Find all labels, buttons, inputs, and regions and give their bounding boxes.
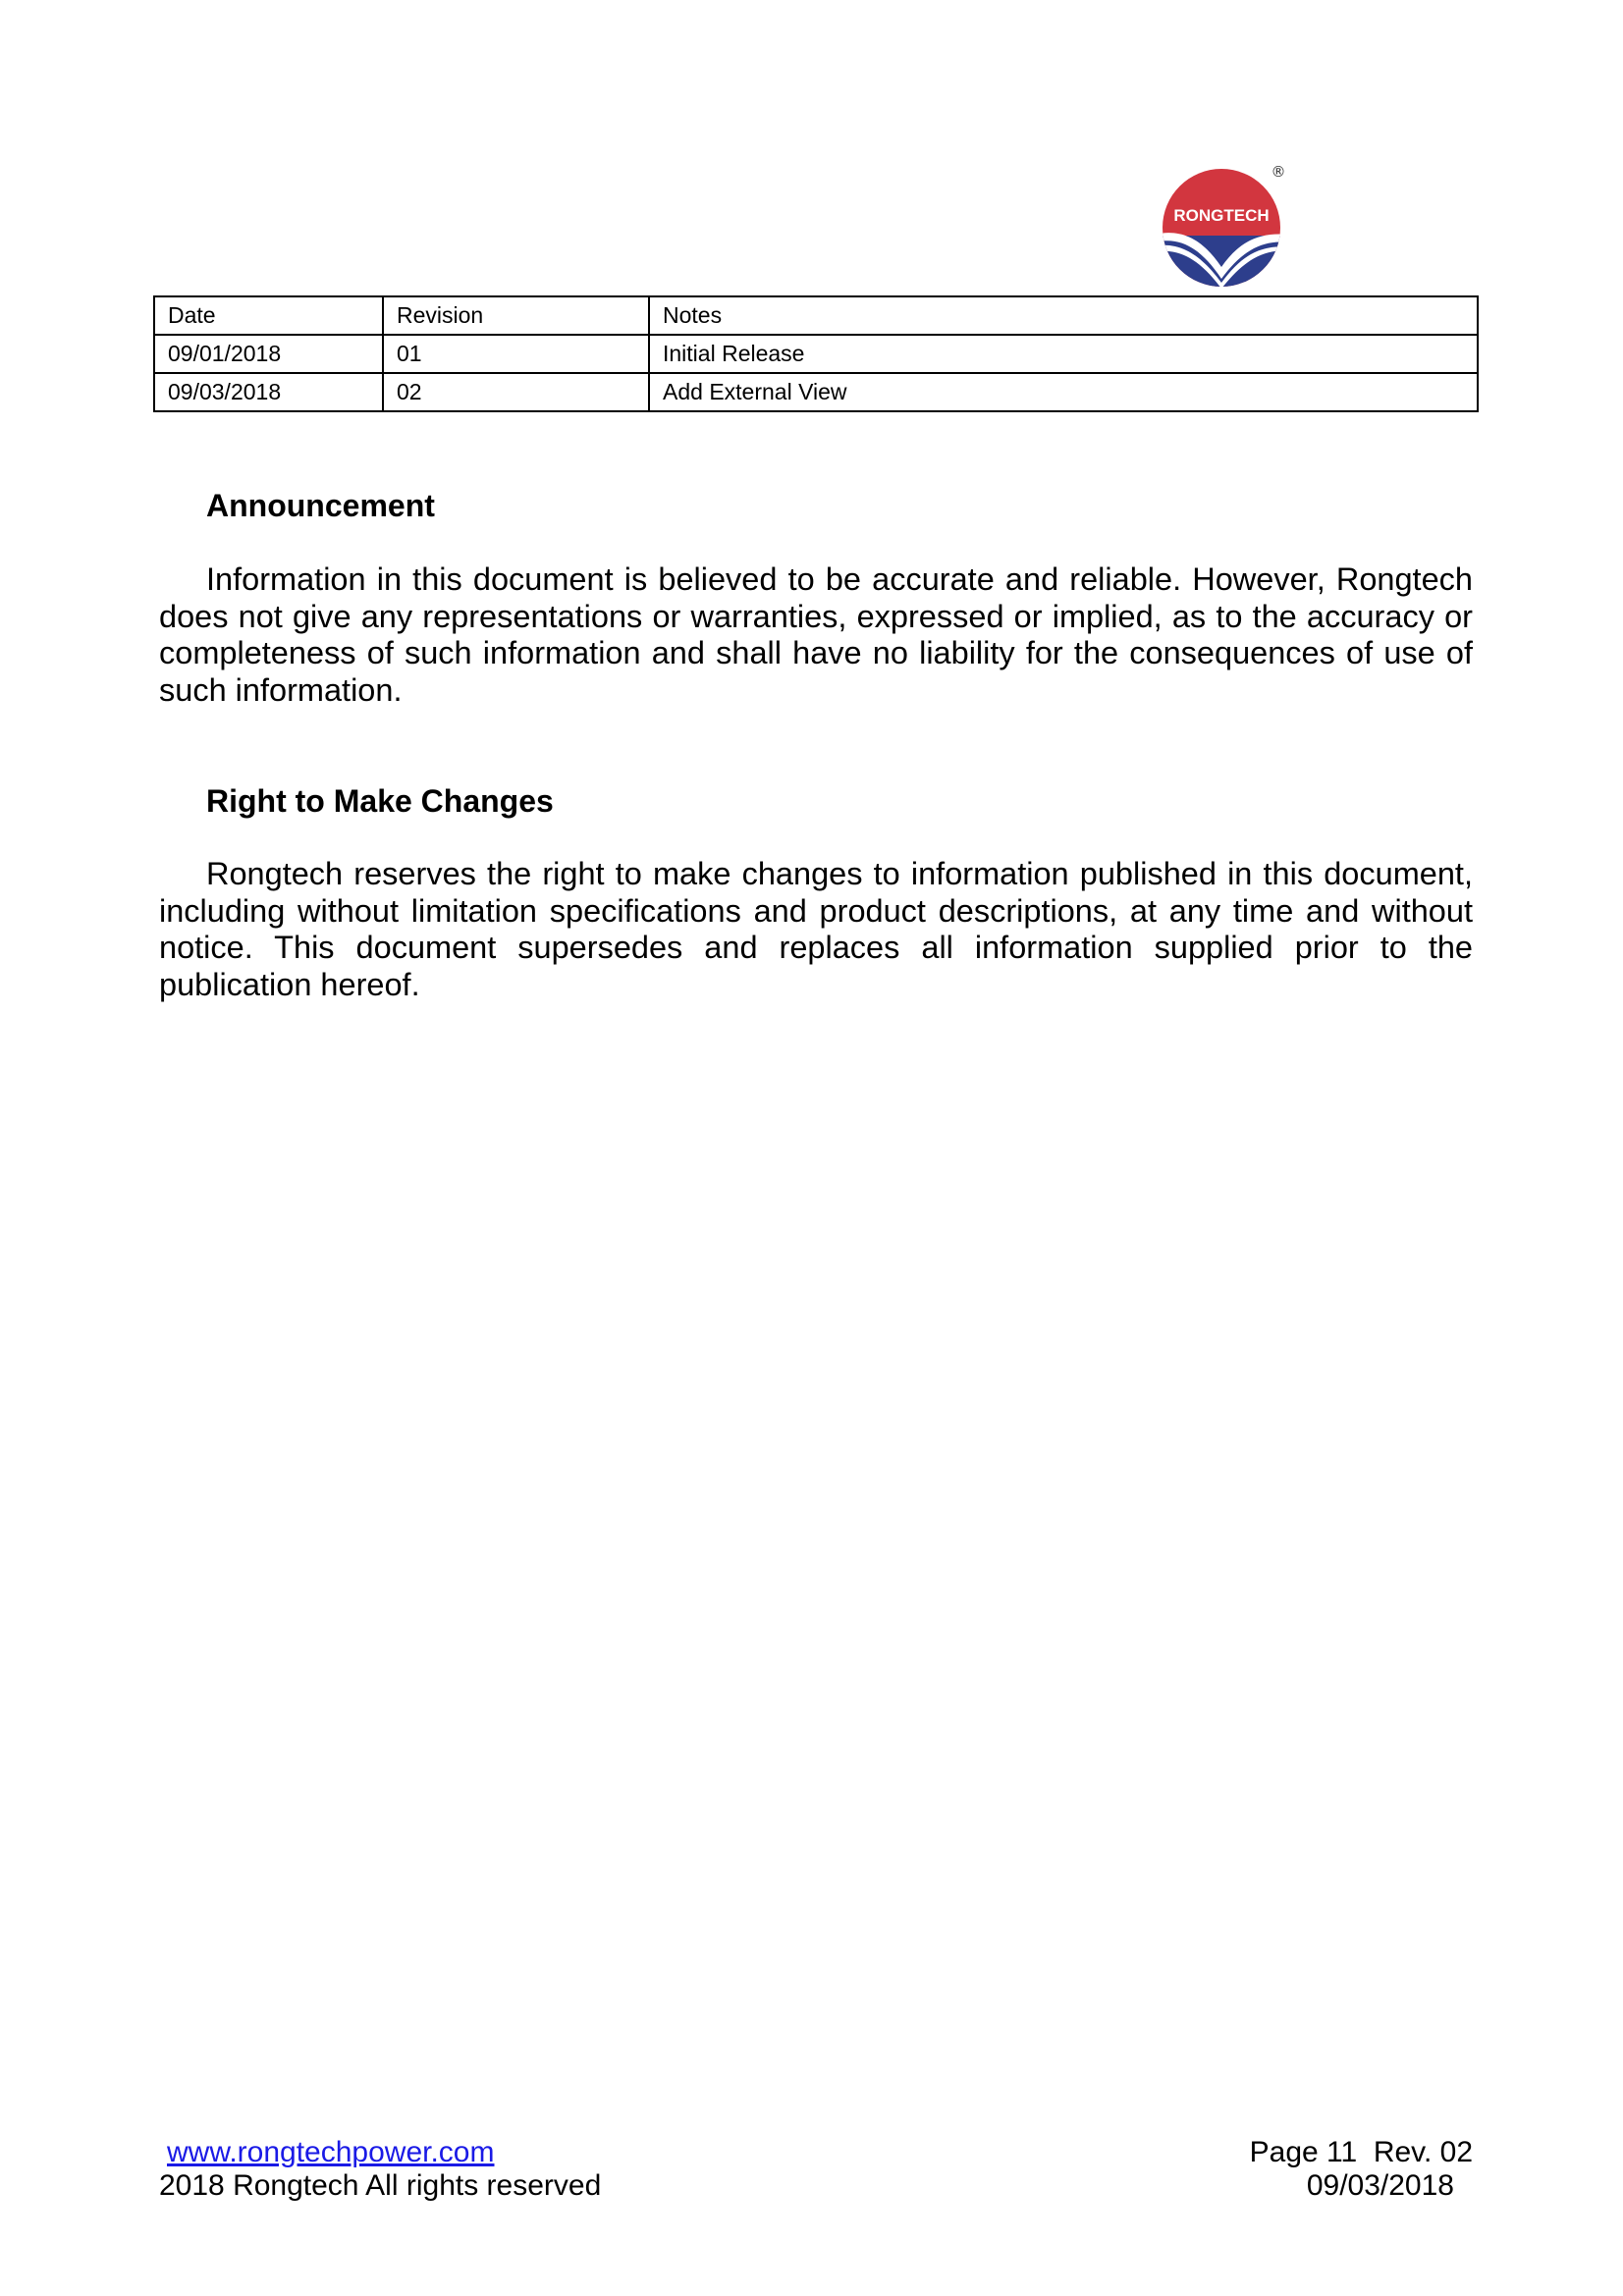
cell-revision: 01: [383, 335, 649, 373]
announcement-body: Information in this document is believed to be accurate and reliable. However, Rongtech does not give any representations or warranties, expressed or implied, as to the accuracy or completeness of such information and shall have no liability for the consequences of use of such information.: [159, 561, 1473, 708]
announcement-heading: Announcement: [206, 488, 435, 523]
revision-history-table: [153, 295, 1479, 412]
footer-date: 09/03/2018: [1306, 2169, 1454, 2202]
header-revision: Revision: [383, 296, 649, 335]
table-row: [154, 373, 1478, 411]
changes-heading: Right to Make Changes: [206, 783, 554, 819]
logo-text: RONGTECH: [1173, 206, 1270, 225]
cell-notes: Add External View: [649, 373, 1478, 411]
cell-revision: 02: [383, 373, 649, 411]
copyright-text: 2018 Rongtech All rights reserved: [159, 2169, 602, 2202]
page-revision-label: Page 11 Rev. 02: [1249, 2136, 1473, 2168]
rongtech-logo: [1159, 157, 1296, 291]
rongtech-logo-graphic: [1159, 157, 1296, 291]
registered-mark: ®: [1271, 163, 1286, 181]
website-link[interactable]: www.rongtechpower.com: [167, 2136, 495, 2168]
cell-date: 09/03/2018: [154, 373, 383, 411]
header-notes: Notes: [649, 296, 1478, 335]
cell-date: 09/01/2018: [154, 335, 383, 373]
table-header-row: [154, 296, 1478, 335]
table-row: [154, 335, 1478, 373]
cell-notes: Initial Release: [649, 335, 1478, 373]
header-date: Date: [154, 296, 383, 335]
changes-body: Rongtech reserves the right to make changes to information published in this document, including without limitation specifications and product descriptions, at any time and without notice. This document supersedes and replaces all information supplied prior to the publication hereof.: [159, 856, 1473, 1002]
